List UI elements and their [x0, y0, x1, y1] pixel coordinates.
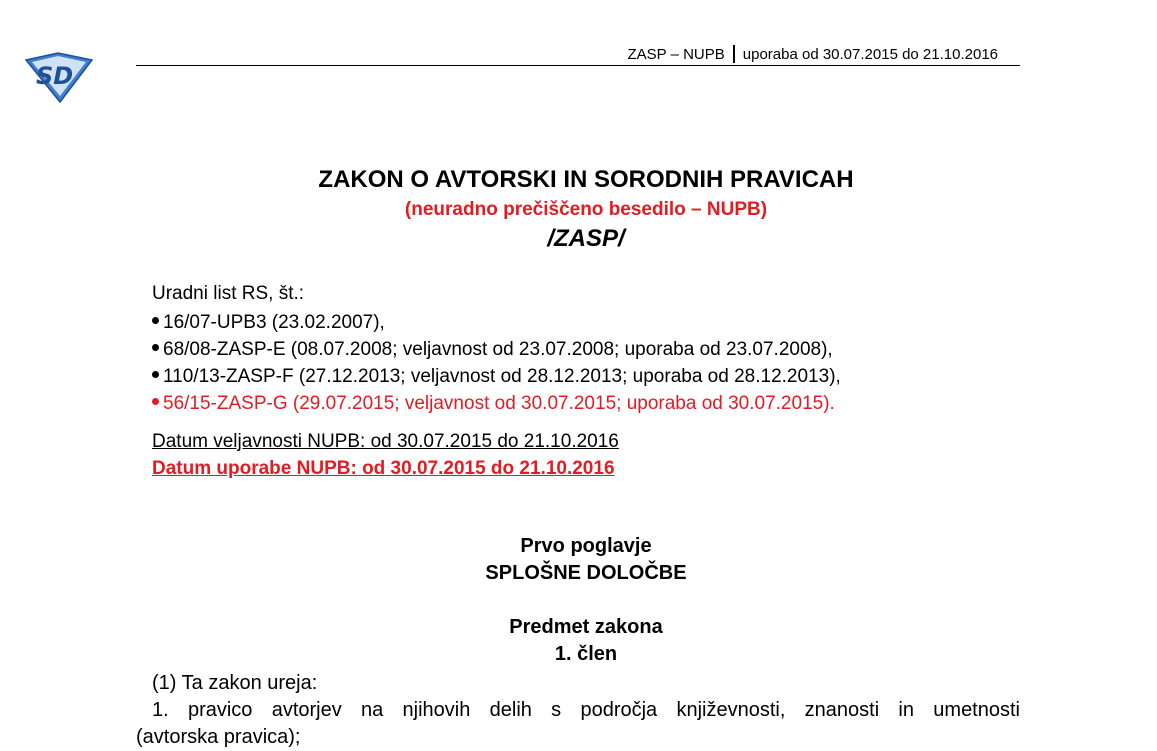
- chapter-name: SPLOŠNE DOLOČBE: [485, 562, 687, 584]
- bullet-icon: [152, 398, 159, 405]
- gazette-entry: 68/08-ZASP-E (08.07.2008; veljavnost od 23.07.2008; uporaba od 23.07.2008),: [152, 336, 841, 363]
- document-subtitle: (neuradno prečiščeno besedilo – NUPB): [404, 199, 768, 220]
- gazette-label: Uradni list RS, št.:: [152, 283, 305, 304]
- item-1-line-2: (avtorska pravica);: [136, 726, 301, 748]
- chapter-number: Prvo poglavje: [520, 535, 652, 557]
- article-body: [136, 670, 1020, 751]
- header-applicability: uporaba od 30.07.2015 do 21.10.2016: [742, 46, 998, 63]
- gazette-entry-latest: 56/15-ZASP-G (29.07.2015; veljavnost od 30.07.2015; uporaba od 30.07.2015).: [152, 390, 841, 417]
- gazette-entry: 16/07-UPB3 (23.02.2007),: [152, 309, 841, 336]
- bullet-icon: [152, 317, 159, 324]
- running-header: [136, 43, 1020, 66]
- gazette-list: [152, 309, 841, 417]
- document-title: ZAKON O AVTORSKI IN SORODNIH PRAVICAH: [318, 166, 854, 193]
- article-number: 1. člen: [554, 643, 618, 665]
- sd-shield-logo-icon: [22, 50, 96, 104]
- item-1-line-1: 1. pravico avtorjev na njihovih delih s področja književnosti, znanosti in umetnosti: [152, 699, 1020, 721]
- svg-text:SD: SD: [36, 62, 74, 90]
- document-abbreviation: /ZASP/: [547, 225, 625, 252]
- gazette-entry: 110/13-ZASP-F (27.12.2013; veljavnost od 28.12.2013; uporaba od 28.12.2013),: [152, 363, 841, 390]
- application-date: Datum uporabe NUPB: od 30.07.2015 do 21.10.2016: [152, 458, 615, 479]
- nupb-dates: [152, 428, 619, 482]
- bullet-icon: [152, 371, 159, 378]
- paragraph-1: (1) Ta zakon ureja:: [152, 672, 318, 694]
- header-separator: [733, 45, 735, 63]
- validity-date: Datum veljavnosti NUPB: od 30.07.2015 do 21.10.2016: [152, 431, 619, 452]
- header-text: [628, 45, 999, 63]
- header-law-abbr: ZASP – NUPB: [627, 46, 725, 63]
- article-heading: Predmet zakona: [509, 616, 663, 638]
- bullet-icon: [152, 344, 159, 351]
